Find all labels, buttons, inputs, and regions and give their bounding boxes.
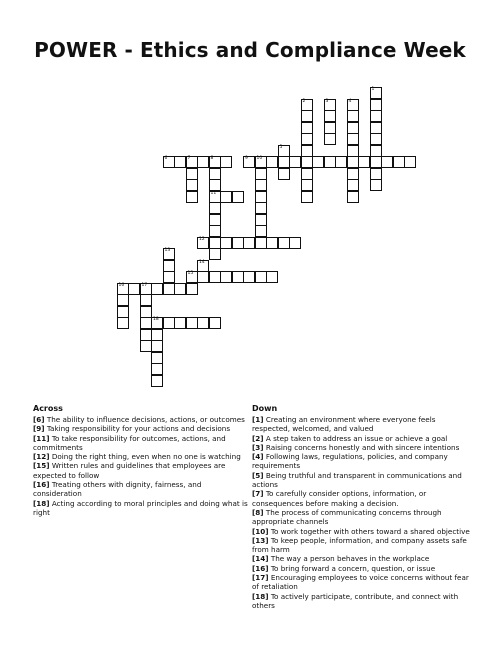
down-clue: [3] Raising concerns honestly and with sincere intentions: [252, 442, 460, 452]
grid-cell[interactable]: [255, 237, 267, 249]
clue-number: 9: [245, 156, 248, 161]
grid-cell[interactable]: [301, 110, 313, 122]
grid-cell[interactable]: [324, 122, 336, 134]
grid-cell[interactable]: [301, 191, 313, 203]
grid-cell[interactable]: [117, 283, 129, 295]
grid-cell[interactable]: [243, 237, 255, 249]
grid-cell[interactable]: [347, 156, 359, 168]
grid-cell[interactable]: [209, 202, 221, 214]
clue-number: 7: [187, 156, 191, 161]
grid-cell[interactable]: [393, 156, 405, 168]
grid-cell[interactable]: [266, 271, 278, 283]
grid-cell[interactable]: [324, 133, 336, 145]
grid-cell[interactable]: [151, 329, 163, 341]
grid-cell[interactable]: [232, 191, 244, 203]
grid-cell[interactable]: [312, 156, 324, 168]
clue-number: 15: [187, 271, 194, 276]
grid-cell[interactable]: [197, 271, 209, 283]
grid-cell[interactable]: [209, 214, 221, 226]
grid-cell[interactable]: [255, 271, 267, 283]
grid-cell[interactable]: [140, 340, 152, 352]
grid-cell[interactable]: [220, 191, 232, 203]
grid-cell[interactable]: [140, 306, 152, 318]
grid-cell[interactable]: [209, 156, 221, 168]
grid-cell[interactable]: [174, 156, 186, 168]
grid-cell[interactable]: [209, 248, 221, 260]
grid-cell[interactable]: [151, 352, 163, 364]
grid-cell[interactable]: [278, 156, 290, 168]
grid-cell[interactable]: [128, 283, 140, 295]
grid-cell[interactable]: [220, 271, 232, 283]
grid-cell[interactable]: [163, 271, 175, 283]
grid-cell[interactable]: [174, 283, 186, 295]
grid-cell[interactable]: [220, 237, 232, 249]
grid-cell[interactable]: [140, 294, 152, 306]
grid-cell[interactable]: [347, 99, 359, 111]
grid-cell[interactable]: [255, 168, 267, 180]
grid-cell[interactable]: [347, 168, 359, 180]
across-clue: [11] To take responsibility for outcomes, actions, and commitments: [33, 433, 226, 452]
down-clue: [16] To bring forward a concern, question, or issue: [252, 563, 436, 573]
grid-cell[interactable]: [347, 133, 359, 145]
grid-cell[interactable]: [255, 225, 267, 237]
clue-number: 18: [153, 317, 159, 322]
grid-cell[interactable]: [163, 283, 175, 295]
grid-cell[interactable]: [324, 99, 336, 111]
grid-cell[interactable]: [140, 283, 152, 295]
grid-cell[interactable]: [370, 87, 382, 99]
down-clue: [4] Following laws, regulations, policies, and company requirements: [252, 452, 448, 471]
grid-cell[interactable]: [370, 156, 382, 168]
grid-cell[interactable]: [232, 271, 244, 283]
grid-cell[interactable]: [347, 122, 359, 134]
grid-cell[interactable]: [186, 168, 198, 180]
grid-cell[interactable]: [301, 133, 313, 145]
clue-number: 14: [199, 259, 205, 265]
grid-cell[interactable]: [197, 156, 209, 168]
clue-number: 5: [279, 144, 283, 150]
grid-cell[interactable]: [163, 156, 175, 168]
grid-cell[interactable]: [197, 317, 209, 329]
down-clue: [17] Encouraging employees to voice concerns without fear of retaliation: [252, 573, 469, 592]
clue-number: 1: [371, 87, 375, 92]
clue-number: 13: [164, 248, 171, 253]
clue-number: 8: [210, 156, 214, 161]
down-heading: Down: [252, 404, 278, 413]
grid-cell[interactable]: [209, 271, 221, 283]
grid-cell[interactable]: [140, 329, 152, 341]
grid-cell[interactable]: [370, 122, 382, 134]
page-title: POWER - Ethics and Compliance Week: [34, 38, 466, 62]
across-clue: [6] The ability to influence decisions, actions, or outcomes: [33, 415, 245, 424]
grid-cell[interactable]: [255, 202, 267, 214]
grid-cell[interactable]: [186, 156, 198, 168]
grid-cell[interactable]: [370, 179, 382, 191]
across-clue: [12] Doing the right thing, even when no one is watching: [33, 452, 241, 462]
grid-cell[interactable]: [186, 283, 198, 295]
grid-cell[interactable]: [381, 156, 393, 168]
grid-cell[interactable]: [266, 156, 278, 168]
clue-number: 10: [256, 156, 263, 161]
grid-cell[interactable]: [278, 168, 290, 180]
grid-cell[interactable]: [370, 133, 382, 145]
across-clue: [16] Treating others with dignity, fairness, and consideration: [33, 480, 202, 499]
clue-number: 2: [302, 98, 306, 104]
down-clue: [10] To work together with others toward a shared objective: [252, 526, 470, 536]
grid-cell[interactable]: [174, 317, 186, 329]
grid-cell[interactable]: [117, 294, 129, 306]
grid-cell[interactable]: [209, 179, 221, 191]
grid-cell[interactable]: [255, 156, 267, 168]
grid-cell[interactable]: [186, 179, 198, 191]
grid-cell[interactable]: [347, 145, 359, 157]
grid-cell[interactable]: [370, 168, 382, 180]
clue-number: 16: [118, 282, 125, 288]
down-clue: [18] To actively participate, contribute, and connect with others: [252, 591, 459, 610]
down-clue: [2] A step taken to address an issue or achieve a goal: [252, 433, 448, 443]
clue-number: 3: [325, 98, 329, 104]
down-clue: [7] To carefully consider options, information, or consequences before making a decision.: [252, 489, 427, 508]
clue-number: 17: [141, 282, 148, 288]
down-clue: [5] Being truthful and transparent in communications and actions: [252, 470, 462, 490]
grid-cell[interactable]: [255, 179, 267, 191]
across-clues: [33, 404, 251, 517]
across-clue: [15] Written rules and guidelines that employees are expected to follow: [33, 461, 226, 480]
grid-cell[interactable]: [255, 191, 267, 203]
grid-cell[interactable]: [186, 191, 198, 203]
grid-cell[interactable]: [404, 156, 416, 168]
grid-cell[interactable]: [289, 156, 301, 168]
grid-cell[interactable]: [301, 179, 313, 191]
grid-cell[interactable]: [151, 375, 163, 387]
grid-cell[interactable]: [151, 340, 163, 352]
grid-cell[interactable]: [209, 237, 221, 249]
clue-number: 11: [210, 190, 217, 196]
clue-number: 4: [348, 98, 352, 104]
grid-cell[interactable]: [220, 156, 232, 168]
grid-cell[interactable]: [232, 237, 244, 249]
grid-cell[interactable]: [266, 237, 278, 249]
grid-cell[interactable]: [117, 317, 129, 329]
grid-cell[interactable]: [278, 237, 290, 249]
grid-cell[interactable]: [347, 191, 359, 203]
grid-cell[interactable]: [324, 110, 336, 122]
grid-cell[interactable]: [301, 145, 313, 157]
grid-cell[interactable]: [255, 214, 267, 226]
down-clue: [13] To keep people, information, and company assets safe from harm: [252, 535, 467, 555]
grid-cell[interactable]: [117, 306, 129, 318]
grid-cell[interactable]: [140, 317, 152, 329]
clue-number: 6: [164, 156, 168, 161]
grid-cell[interactable]: [289, 237, 301, 249]
grid-cell[interactable]: [347, 110, 359, 122]
grid-cell[interactable]: [186, 271, 198, 283]
across-clue: [9] Taking responsibility for your actions and decisions: [33, 424, 231, 434]
grid-cell[interactable]: [347, 179, 359, 191]
grid-cell[interactable]: [243, 156, 255, 168]
grid-cell[interactable]: [370, 145, 382, 157]
grid-cell[interactable]: [301, 122, 313, 134]
grid-cell[interactable]: [151, 283, 163, 295]
down-clue: [8] The process of communicating concerns through appropriate channels: [252, 507, 442, 527]
down-clues: [252, 404, 470, 610]
down-clue: [1] Creating an environment where everyone feels respected, welcomed, and valued: [252, 415, 436, 434]
grid-cell[interactable]: [186, 317, 198, 329]
grid-cell[interactable]: [370, 99, 382, 111]
across-clue: [18] Acting according to moral principles and doing what is right: [33, 498, 248, 517]
grid-cell[interactable]: [209, 317, 221, 329]
grid-cell[interactable]: [151, 317, 163, 329]
grid-cell[interactable]: [358, 156, 370, 168]
grid-cell[interactable]: [243, 271, 255, 283]
grid-cell[interactable]: [209, 191, 221, 203]
grid-cell[interactable]: [151, 363, 163, 375]
grid-cell[interactable]: [278, 145, 290, 157]
clue-number: 12: [199, 236, 205, 242]
grid-cell[interactable]: [370, 110, 382, 122]
across-heading: Across: [33, 404, 63, 413]
grid-cell[interactable]: [197, 237, 209, 249]
grid-cell[interactable]: [163, 248, 175, 260]
grid-cell[interactable]: [197, 260, 209, 272]
grid-cell[interactable]: [163, 260, 175, 272]
grid-cell[interactable]: [335, 156, 347, 168]
grid-cell[interactable]: [324, 156, 336, 168]
grid-cell[interactable]: [209, 168, 221, 180]
grid-cell[interactable]: [163, 317, 175, 329]
down-clue: [14] The way a person behaves in the workplace: [252, 554, 430, 564]
grid-cell[interactable]: [301, 99, 313, 111]
grid-cell[interactable]: [301, 168, 313, 180]
grid-cell[interactable]: [301, 156, 313, 168]
grid-cell[interactable]: [209, 225, 221, 237]
